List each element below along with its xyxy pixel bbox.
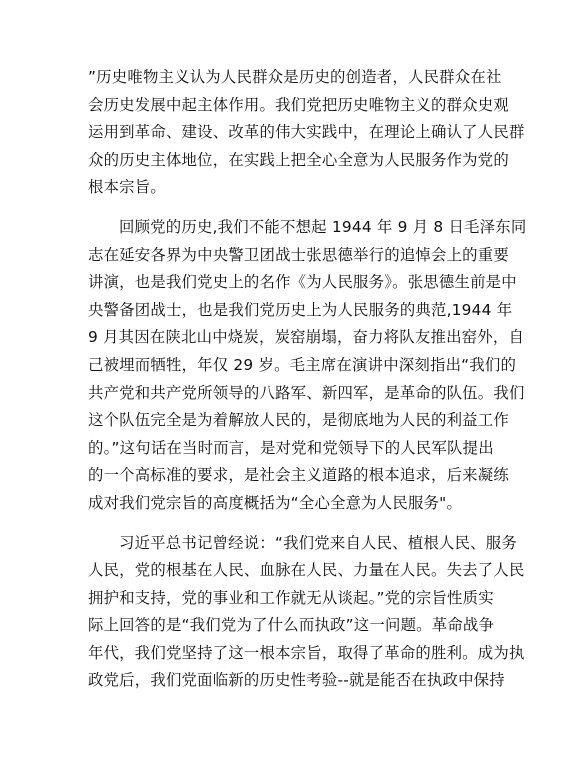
text-line: 拥护和支持，党的事业和工作就无从谈起。”党的宗旨性质实 bbox=[88, 588, 494, 607]
text-line: 人民，党的根基在人民、血脉在人民、力量在人民。失去了人民 bbox=[88, 561, 525, 580]
text-line: 际上回答的是“我们党为了什么而执政”这一问题。革命战争 bbox=[88, 616, 495, 635]
text-line: 己被埋而牺牲，年仅 29 岁。毛主席在演讲中深刻指出“我们的 bbox=[88, 355, 517, 374]
text-line: ”历史唯物主义认为人民群众是历史的创造者，人民群众在社 bbox=[88, 68, 502, 86]
text-line: 央警备团战士，也是我们党历史上为人民服务的典范,1944 年 bbox=[88, 300, 513, 319]
paragraph-3 bbox=[88, 530, 525, 696]
body-text bbox=[88, 64, 527, 695]
text-line: 的。”这句话在当时而言，是对党和党领导下的人民军队提出 bbox=[88, 438, 494, 457]
paragraph-gap bbox=[88, 518, 504, 530]
text-line: 政党后，我们党面临新的历史性考验--就是能否在执政中保持 bbox=[88, 671, 505, 690]
paragraph-gap bbox=[88, 202, 504, 214]
text-line: 运用到革命、建设、改革的伟大实践中，在理论上确认了人民群 bbox=[88, 123, 525, 142]
text-line: 共产党和共产党所领导的八路军、新四军，是革命的队伍。我们 bbox=[88, 383, 525, 402]
text-line: 习近平总书记曾经说：“我们党来自人民、植根人民、服务 bbox=[119, 533, 517, 552]
text-line: 志在延安各界为中央警卫团战士张思德举行的追悼会上的重要 bbox=[88, 245, 509, 264]
text-line: 会历史发展中起主体作用。我们党把历史唯物主义的群众史观 bbox=[88, 95, 509, 114]
text-line: 这个队伍完全是为着解放人民的，是彻底地为人民的利益工作 bbox=[88, 411, 509, 430]
text-line: 9 月其因在陕北山中烧炭，炭窑崩塌，奋力将队友推出窑外，自 bbox=[88, 328, 525, 347]
text-line: 年代，我们党坚持了这一根本宗旨，取得了革命的胜利。成为执 bbox=[88, 643, 525, 662]
text-line: 众的历史主体地位，在实践上把全心全意为人民服务作为党的 bbox=[88, 150, 509, 169]
text-line: 的一个高标准的要求，是社会主义道路的根本追求，后来凝练 bbox=[88, 466, 509, 485]
text-line: 回顾党的历史,我们不能不想起 1944 年 9 月 8 日毛泽东同 bbox=[119, 217, 527, 236]
text-line: 根本宗旨。 bbox=[88, 178, 166, 197]
text-line: 成对我们党宗旨的高度概括为“全心全意为人民服务"。 bbox=[88, 493, 463, 512]
paragraph-2 bbox=[88, 214, 527, 518]
text-line: 讲演，也是我们党史上的名作《为人民服务》。张思德生前是中 bbox=[88, 273, 517, 292]
paragraph-1 bbox=[88, 64, 525, 202]
